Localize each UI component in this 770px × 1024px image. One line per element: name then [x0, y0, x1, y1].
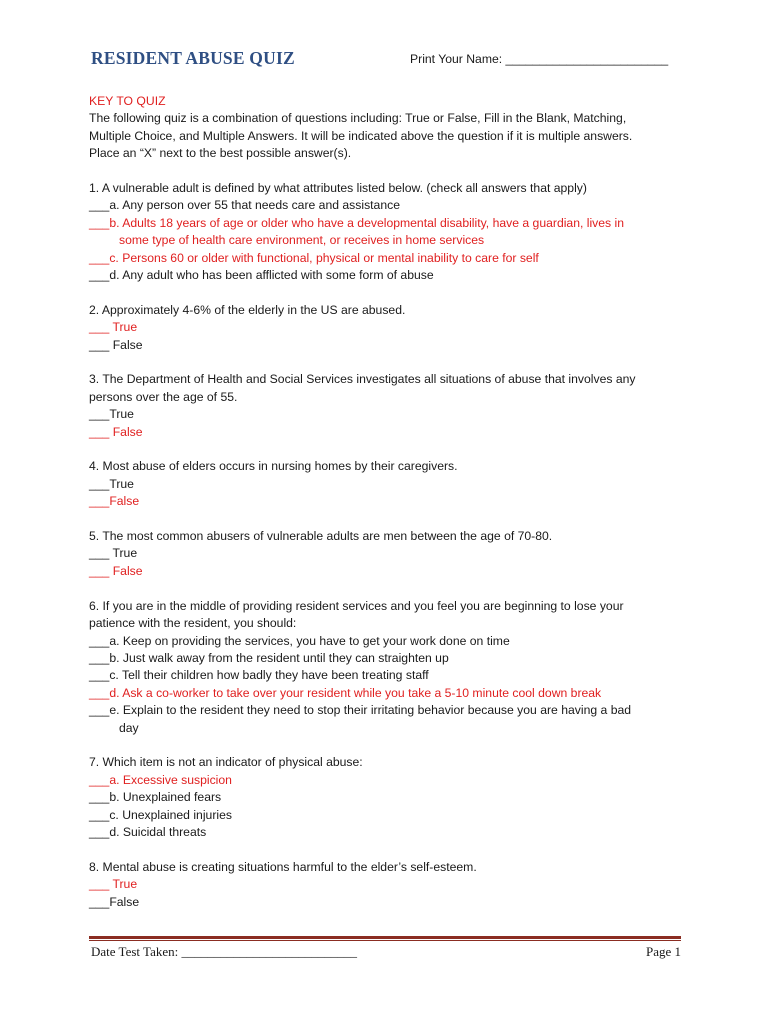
question-text: 4. Most abuse of elders occurs in nursing homes by their caregivers.	[89, 459, 458, 474]
answer-option-correct: ___ True	[89, 877, 138, 892]
question-spacer	[89, 511, 689, 528]
question-spacer	[89, 441, 689, 458]
answer-option: ___b. Unexplained fears	[89, 790, 222, 805]
question-block	[89, 458, 689, 510]
question-text: persons over the age of 55.	[89, 389, 238, 404]
answer-option: ___e. Explain to the resident they need to stop their irritating behavior because you are having a bad	[89, 703, 632, 718]
answer-option: ___c. Unexplained injuries	[89, 807, 232, 822]
answer-option-correct: ___ True	[89, 320, 138, 335]
intro-line: Place an “X” next to the best possible answer(s).	[89, 146, 352, 161]
question-block	[89, 302, 689, 354]
answer-option-correct: ___b. Adults 18 years of age or older who have a developmental disability, have a guardian, lives in	[89, 215, 625, 230]
quiz-body	[89, 93, 689, 911]
question-text: 2. Approximately 4-6% of the elderly in the US are abused.	[89, 302, 406, 317]
intro-section	[89, 93, 689, 163]
page-footer	[91, 944, 681, 964]
question-block	[89, 528, 689, 580]
answer-option: ___False	[89, 894, 140, 909]
question-text: patience with the resident, you should:	[89, 616, 297, 631]
question-text: 1. A vulnerable adult is defined by what attributes listed below. (check all answers that apply)	[89, 181, 587, 196]
answer-option: ___ True	[89, 546, 138, 561]
answer-option: ___ False	[89, 337, 143, 352]
question-text: 5. The most common abusers of vulnerable adults are men between the age of 70-80.	[89, 529, 553, 544]
answer-key-label: KEY TO QUIZ	[89, 94, 166, 108]
question-text: 8. Mental abuse is creating situations harmful to the elder’s self-esteem.	[89, 859, 477, 874]
answer-option-correct: ___c. Persons 60 or older with functional, physical or mental inability to care for self	[89, 250, 539, 265]
page-header	[91, 48, 681, 74]
footer-divider	[89, 936, 681, 939]
intro-line: Multiple Choice, and Multiple Answers. It will be indicated above the question if it is multiple answers.	[89, 128, 633, 143]
answer-option-correct: ___ False	[89, 563, 143, 578]
print-name-field: Print Your Name: ________________________	[410, 52, 669, 66]
question-block	[89, 371, 689, 441]
question-text: 3. The Department of Health and Social Services investigates all situations of abuse that involves any	[89, 372, 636, 387]
answer-option: day	[119, 720, 139, 735]
document-title: RESIDENT ABUSE QUIZ	[91, 48, 295, 68]
answer-option: ___d. Any adult who has been afflicted with some form of abuse	[89, 268, 434, 283]
page-number: Page 1	[645, 944, 681, 959]
question-spacer	[89, 841, 689, 858]
answer-option: ___a. Any person over 55 that needs care and assistance	[89, 198, 400, 213]
question-spacer	[89, 580, 689, 597]
answer-option-correct: some type of health care environment, or receives in home services	[119, 233, 485, 248]
question-spacer	[89, 284, 689, 301]
question-spacer	[89, 737, 689, 754]
question-list	[89, 163, 689, 911]
question-block	[89, 859, 689, 911]
question-spacer	[89, 163, 689, 180]
intro-line: The following quiz is a combination of questions including: True or False, Fill in the Blank, Matching,	[89, 111, 627, 126]
answer-option-correct: ___False	[89, 494, 140, 509]
answer-option: ___c. Tell their children how badly they have been treating staff	[89, 668, 429, 683]
date-taken-field: Date Test Taken: ___________________________	[91, 944, 357, 959]
answer-option: ___True	[89, 407, 134, 422]
answer-option: ___True	[89, 476, 134, 491]
question-block	[89, 598, 689, 737]
footer-divider-thin	[89, 940, 681, 941]
question-block	[89, 754, 689, 841]
answer-option-correct: ___a. Excessive suspicion	[89, 772, 232, 787]
question-spacer	[89, 354, 689, 371]
answer-option-correct: ___d. Ask a co-worker to take over your resident while you take a 5-10 minute cool down break	[89, 685, 602, 700]
answer-option: ___b. Just walk away from the resident until they can straighten up	[89, 650, 449, 665]
question-text: 6. If you are in the middle of providing resident services and you feel you are beginning to lose your	[89, 598, 624, 613]
answer-option: ___d. Suicidal threats	[89, 824, 207, 839]
answer-option-correct: ___ False	[89, 424, 143, 439]
answer-option: ___a. Keep on providing the services, you have to get your work done on time	[89, 633, 510, 648]
question-text: 7. Which item is not an indicator of physical abuse:	[89, 755, 363, 770]
question-block	[89, 180, 689, 284]
